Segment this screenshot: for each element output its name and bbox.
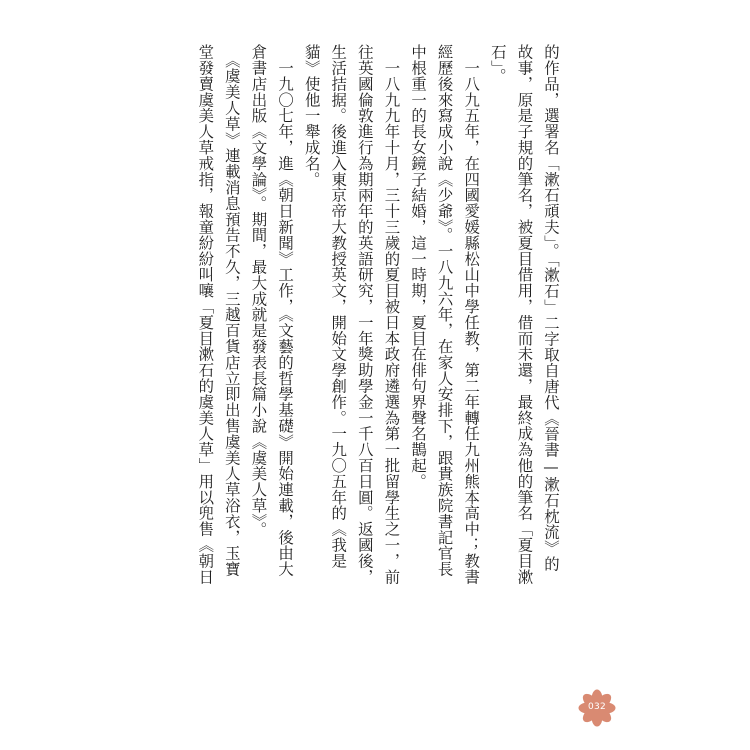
text-column: 石」。 (488, 44, 507, 84)
text-column: 中根重一的長女鏡子結婚，這一時期，夏目在俳句界聲名鵲起。 (409, 44, 428, 490)
text-column: 貓》使他一舉成名。 (302, 44, 321, 188)
text-column: 的作品，選署名「漱石頑夫」。「漱石」二字取自唐代《晉書—漱石枕流》的 (542, 44, 560, 572)
body-text (192, 44, 564, 624)
page-number: 032 (587, 702, 607, 712)
text-column: 堂發賣虞美人草戒指，報童紛紛叫嚷「夏目漱石的虞美人草」用以兜售《朝日 (196, 44, 215, 585)
text-column: 倉書店出版《文學論》。期間，最大成就是發表長篇小說《虞美人草》。 (249, 44, 268, 538)
page-number-badge (574, 689, 620, 727)
text-column: 《虞美人草》連載消息預告不久，三越百貨店立即出售虞美人草浴衣，玉寶 (222, 44, 241, 577)
text-column: 生活拮据。後進入東京帝大教授英文，開始文學創作。一九〇五年的《我是 (329, 44, 348, 569)
text-column: 故事，原是子規的筆名，被夏目借用，借而未還，最終成為他的筆名「夏目漱 (515, 44, 534, 585)
text-column: 一九〇七年，進《朝日新聞》工作，《文藝的哲學基礎》開始連載，後由大 (276, 44, 295, 577)
text-column: 經歷後來寫成小說《少爺》。一八九六年，在家人安排下，跟貴族院書記官長 (435, 44, 454, 577)
text-column: 一八九九年十月，三十三歲的夏目被日本政府遴選為第一批留學生之一，前 (382, 44, 401, 585)
text-column: 往英國倫敦進行為期兩年的英語研究，一年獎助學金一千八百日圓。返國後， (355, 44, 374, 585)
text-column: 一八九五年，在四國愛媛縣松山中學任教，第二年轉任九州熊本高中；教書 (462, 44, 481, 585)
